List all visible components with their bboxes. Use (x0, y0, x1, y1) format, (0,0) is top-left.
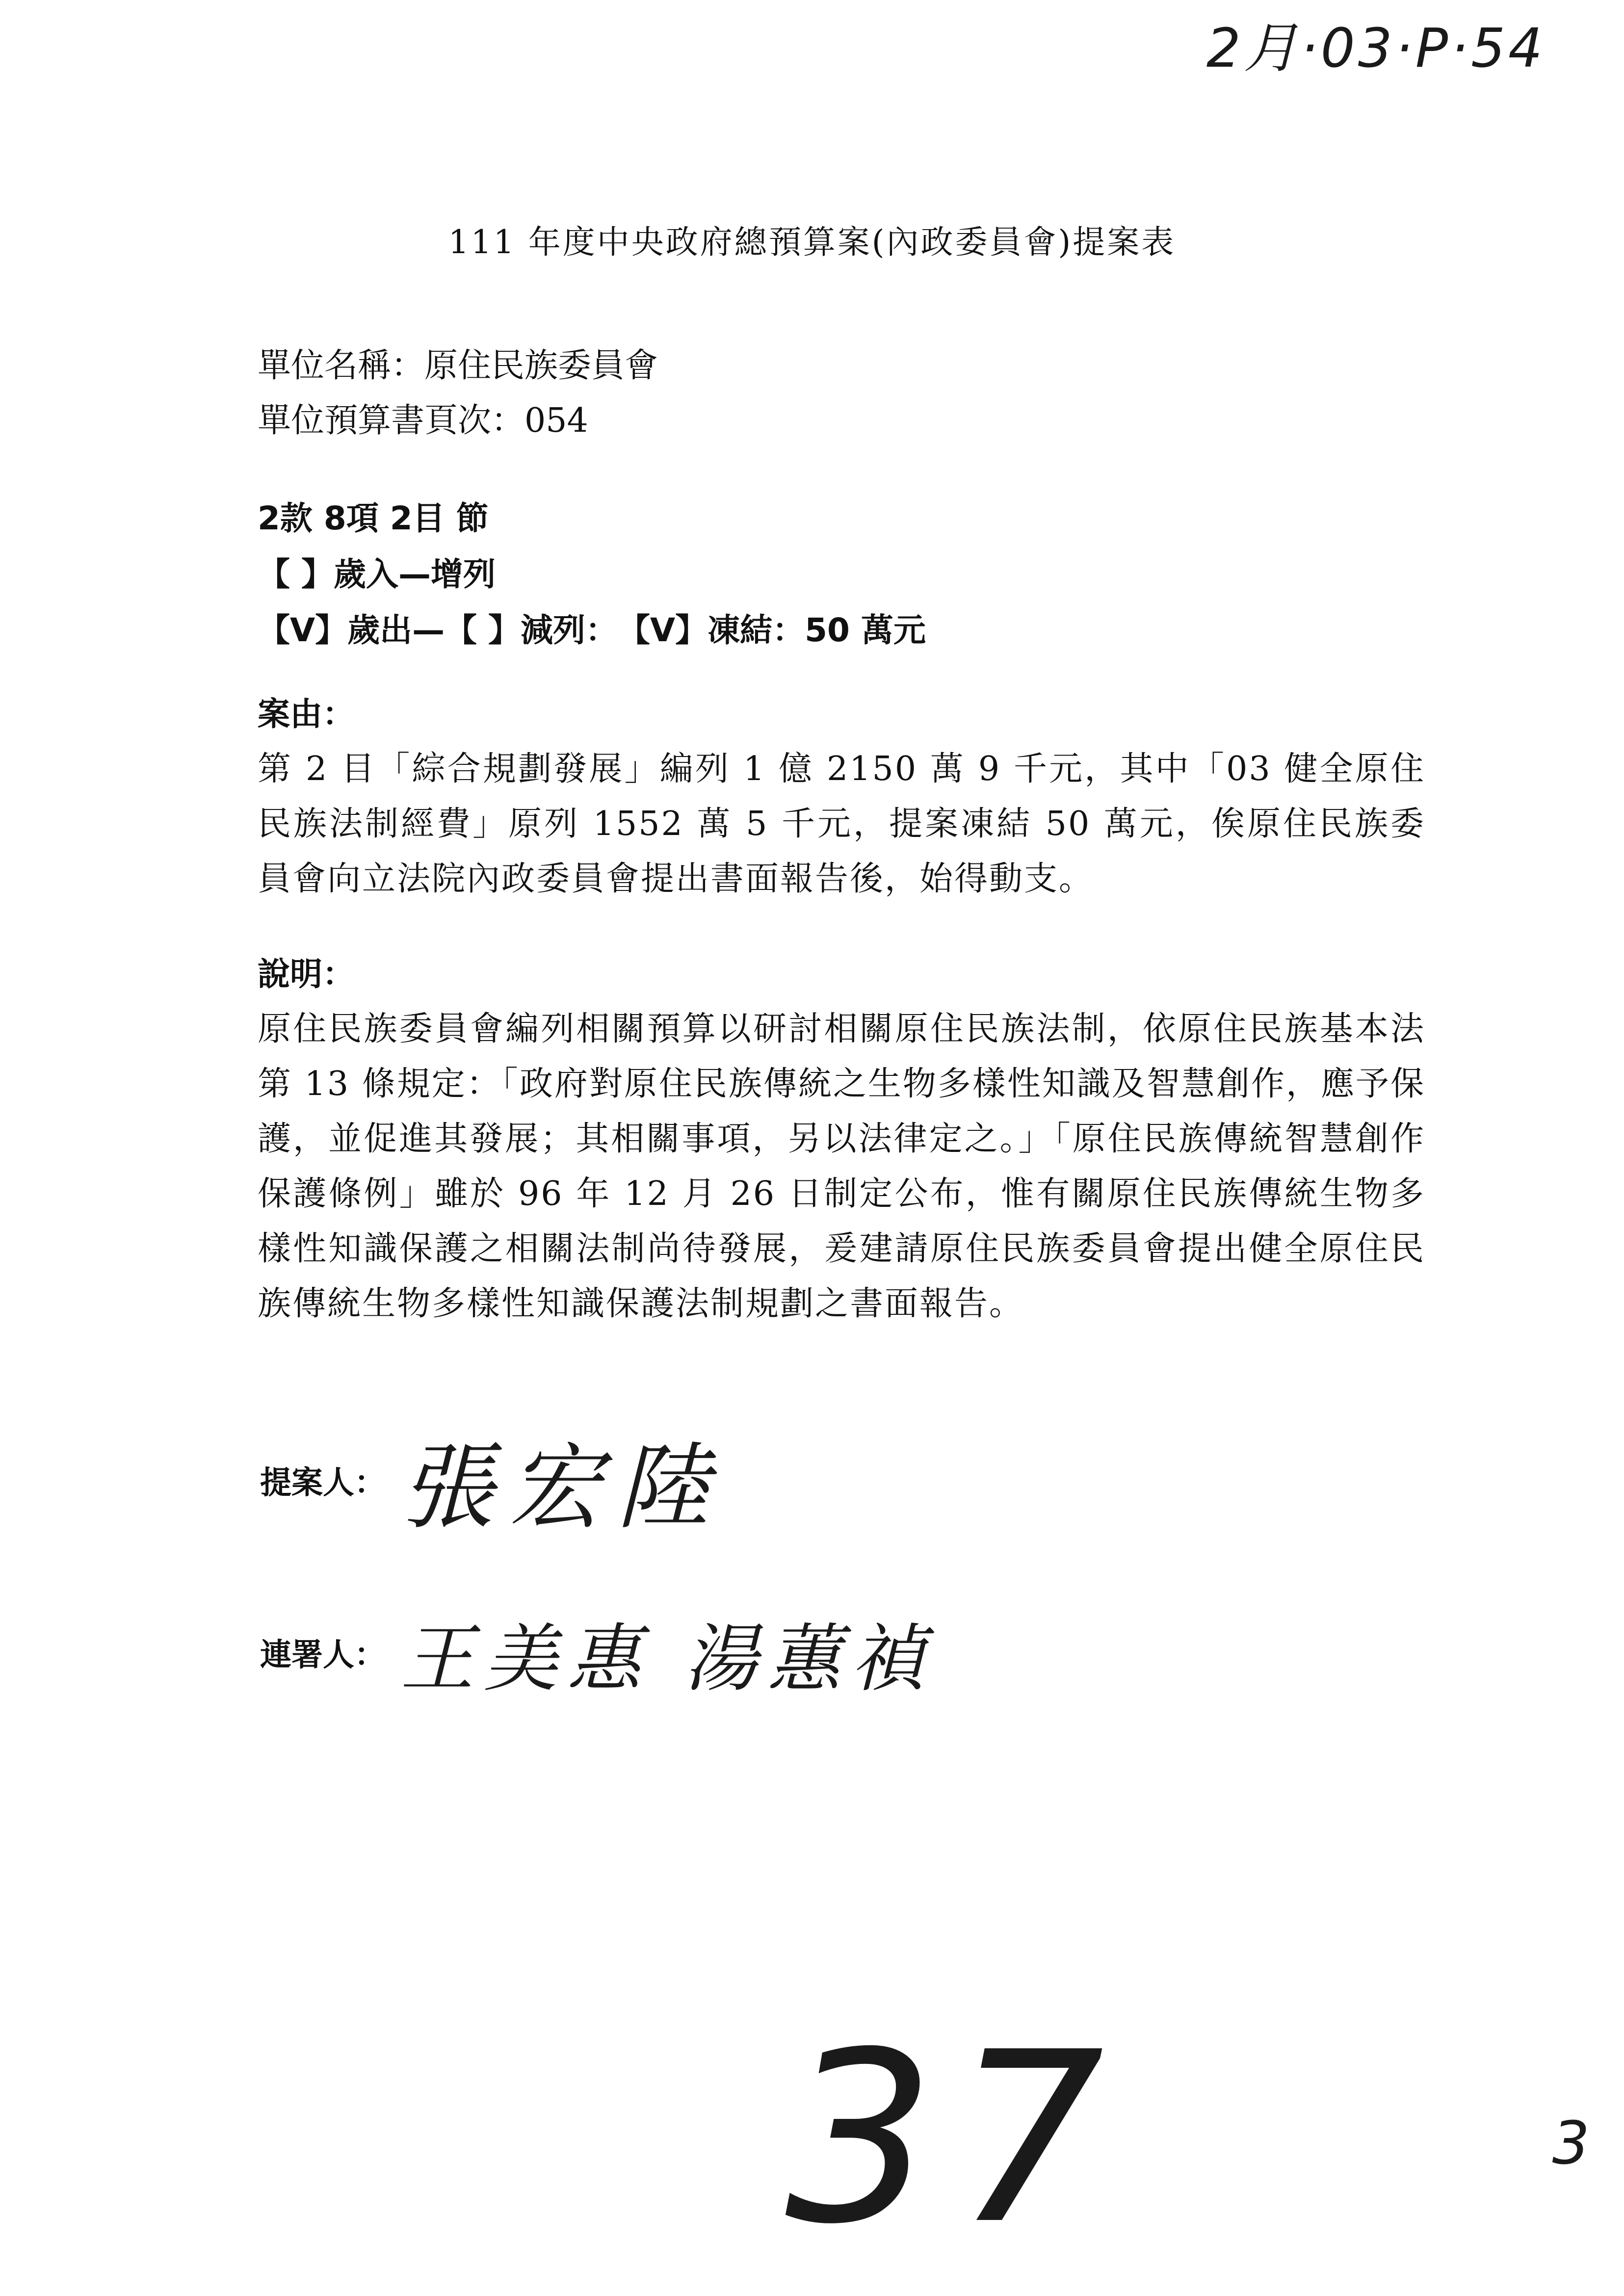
reason-section (258, 687, 1425, 907)
cosigner-row (260, 1599, 934, 1705)
proposer-label: 提案人： (260, 1464, 386, 1501)
proposer-row (260, 1413, 724, 1547)
proposer-signature: 張宏陸 (400, 1434, 725, 1542)
budget-revenue-line: 【 】歲入—增列 (258, 555, 496, 593)
handwritten-reference-note: 2月·03·P·54 (1206, 17, 1545, 79)
handwritten-margin-mark: 3 (1552, 2110, 1590, 2178)
handwritten-page-number: 37 (785, 2002, 1124, 2276)
explanation-section (258, 947, 1425, 1331)
cosigner-label: 連署人： (260, 1637, 386, 1673)
unit-info (258, 339, 1425, 448)
budget-expense-line: 【V】歲出—【 】減列： 【V】凍結：50 萬元 (258, 611, 926, 649)
cosigner-signatures: 王美惠 湯蕙禎 (400, 1617, 934, 1702)
reason-text: 第 2 目「綜合規劃發展」編列 1 億 2150 萬 9 千元，其中「03 健全原住民族法制經費」原列 1552 萬 5 千元，提案凍結 50 萬元，俟原住民族委員會向立法院內政委員會提出書面報告後，始得動支。 (258, 750, 1425, 898)
budget-item-line: 2款 8項 2目 節 (258, 499, 489, 537)
unit-name-line: 單位名稱：原住民族委員會 (258, 346, 658, 385)
document-title: 111 年度中央政府總預算案(內政委員會)提案表 (448, 223, 1176, 261)
budget-items (258, 491, 1425, 658)
explanation-text: 原住民族委員會編列相關預算以研討相關原住民族法制，依原住民族基本法第 13 條規定：「政府對原住民族傳統之生物多樣性知識及智慧創作，應予保護，並促進其發展；其相關事項，另以法律定之。」「原住民族傳統智慧創作保護條例」雖於 96 年 12 月 26 日制定公布，惟有關原住民族傳統生物多樣性知識保護之相關法制尚待發展，爰建請原住民族委員會提出健全原住民族傳統生物多樣性知識保護法制規劃之書面報告。 (258, 1010, 1425, 1323)
reason-heading: 案由： (258, 695, 355, 733)
unit-page-line: 單位預算書頁次：054 (258, 401, 588, 440)
explanation-heading: 說明： (258, 955, 355, 993)
